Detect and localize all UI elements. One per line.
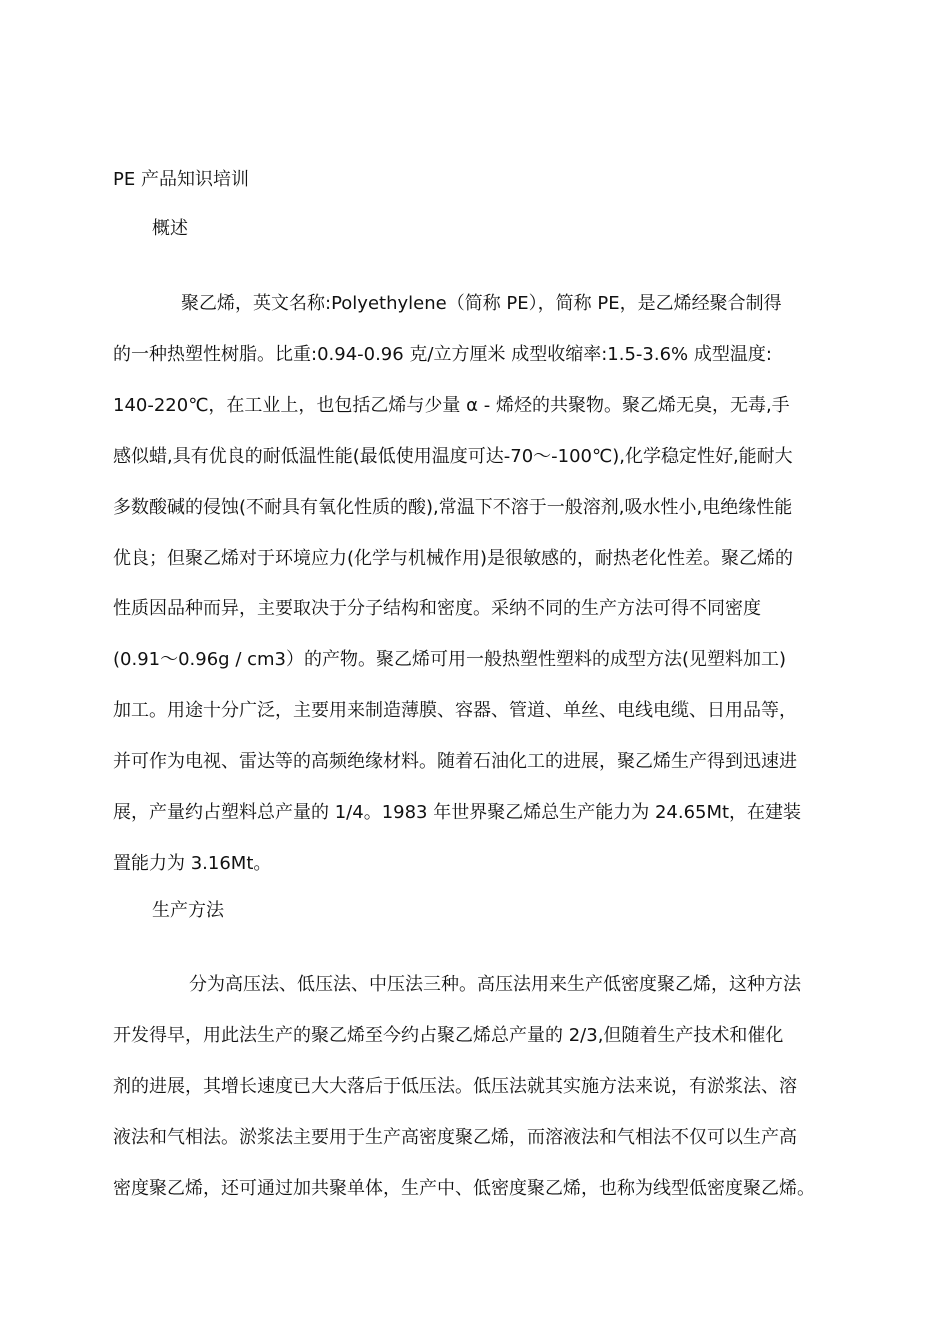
overview-line: 优良；但聚乙烯对于环境应力(化学与机械作用)是很敏感的，耐热老化性差。聚乙烯的	[113, 547, 794, 569]
overview-line: 多数酸碱的侵蚀(不耐具有氧化性质的酸),常温下不溶于一般溶剂,吸水性小,电绝缘性能	[113, 496, 793, 518]
overview-line: 加工。用途十分广泛，主要用来制造薄膜、容器、管道、单丝、电线电缆、日用品等，	[113, 700, 797, 722]
production-line: 分为高压法、低压法、中压法三种。高压法用来生产低密度聚乙烯，这种方法	[189, 974, 801, 995]
overview-line: 的一种热塑性树脂。比重:0.94-0.96 克/立方厘米 成型收缩率:1.5-3.6% 成型温度:	[113, 343, 772, 365]
overview-line: 置能力为 3.16Mt。	[113, 852, 272, 874]
production-methods-paragraph	[113, 960, 853, 1215]
overview-line: 聚乙烯，英文名称:Polyethylene（简称 PE），简称 PE，是乙烯经聚合制得	[181, 293, 782, 314]
overview-line: 展，产量约占塑料总产量的 1/4。1983 年世界聚乙烯总生产能力为 24.65Mt，在建装	[113, 802, 802, 824]
production-line: 液法和气相法。淤浆法主要用于生产高密度聚乙烯，而溶液法和气相法不仅可以生产高	[113, 1126, 797, 1148]
production-line: 剂的进展，其增长速度已大大落后于低压法。低压法就其实施方法来说，有淤浆法、溶	[113, 1075, 797, 1097]
overview-line: 感似蜡,具有优良的耐低温性能(最低使用温度可达-70～-100℃),化学稳定性好,能耐大	[113, 445, 793, 467]
overview-paragraph	[113, 279, 853, 890]
overview-line: 140-220℃，在工业上，也包括乙烯与少量 α - 烯烃的共聚物。聚乙烯无臭，无毒,手	[113, 394, 790, 416]
overview-line: 并可作为电视、雷达等的高频绝缘材料。随着石油化工的进展，聚乙烯生产得到迅速进	[113, 751, 797, 773]
overview-line: (0.91～0.96g / cm3）的产物。聚乙烯可用一般热塑性塑料的成型方法(见塑料加工)	[113, 649, 787, 671]
section-heading-production-methods: 生产方法	[152, 900, 224, 921]
production-line: 开发得早，用此法生产的聚乙烯至今约占聚乙烯总产量的 2/3,但随着生产技术和催化	[113, 1024, 784, 1046]
production-line: 密度聚乙烯，还可通过加共聚单体，生产中、低密度聚乙烯，也称为线型低密度聚乙烯。	[113, 1177, 815, 1199]
overview-line: 性质因品种而异，主要取决于分子结构和密度。采纳不同的生产方法可得不同密度	[113, 598, 761, 620]
document-title: PE 产品知识培训	[113, 169, 249, 190]
section-heading-overview: 概述	[152, 218, 188, 239]
